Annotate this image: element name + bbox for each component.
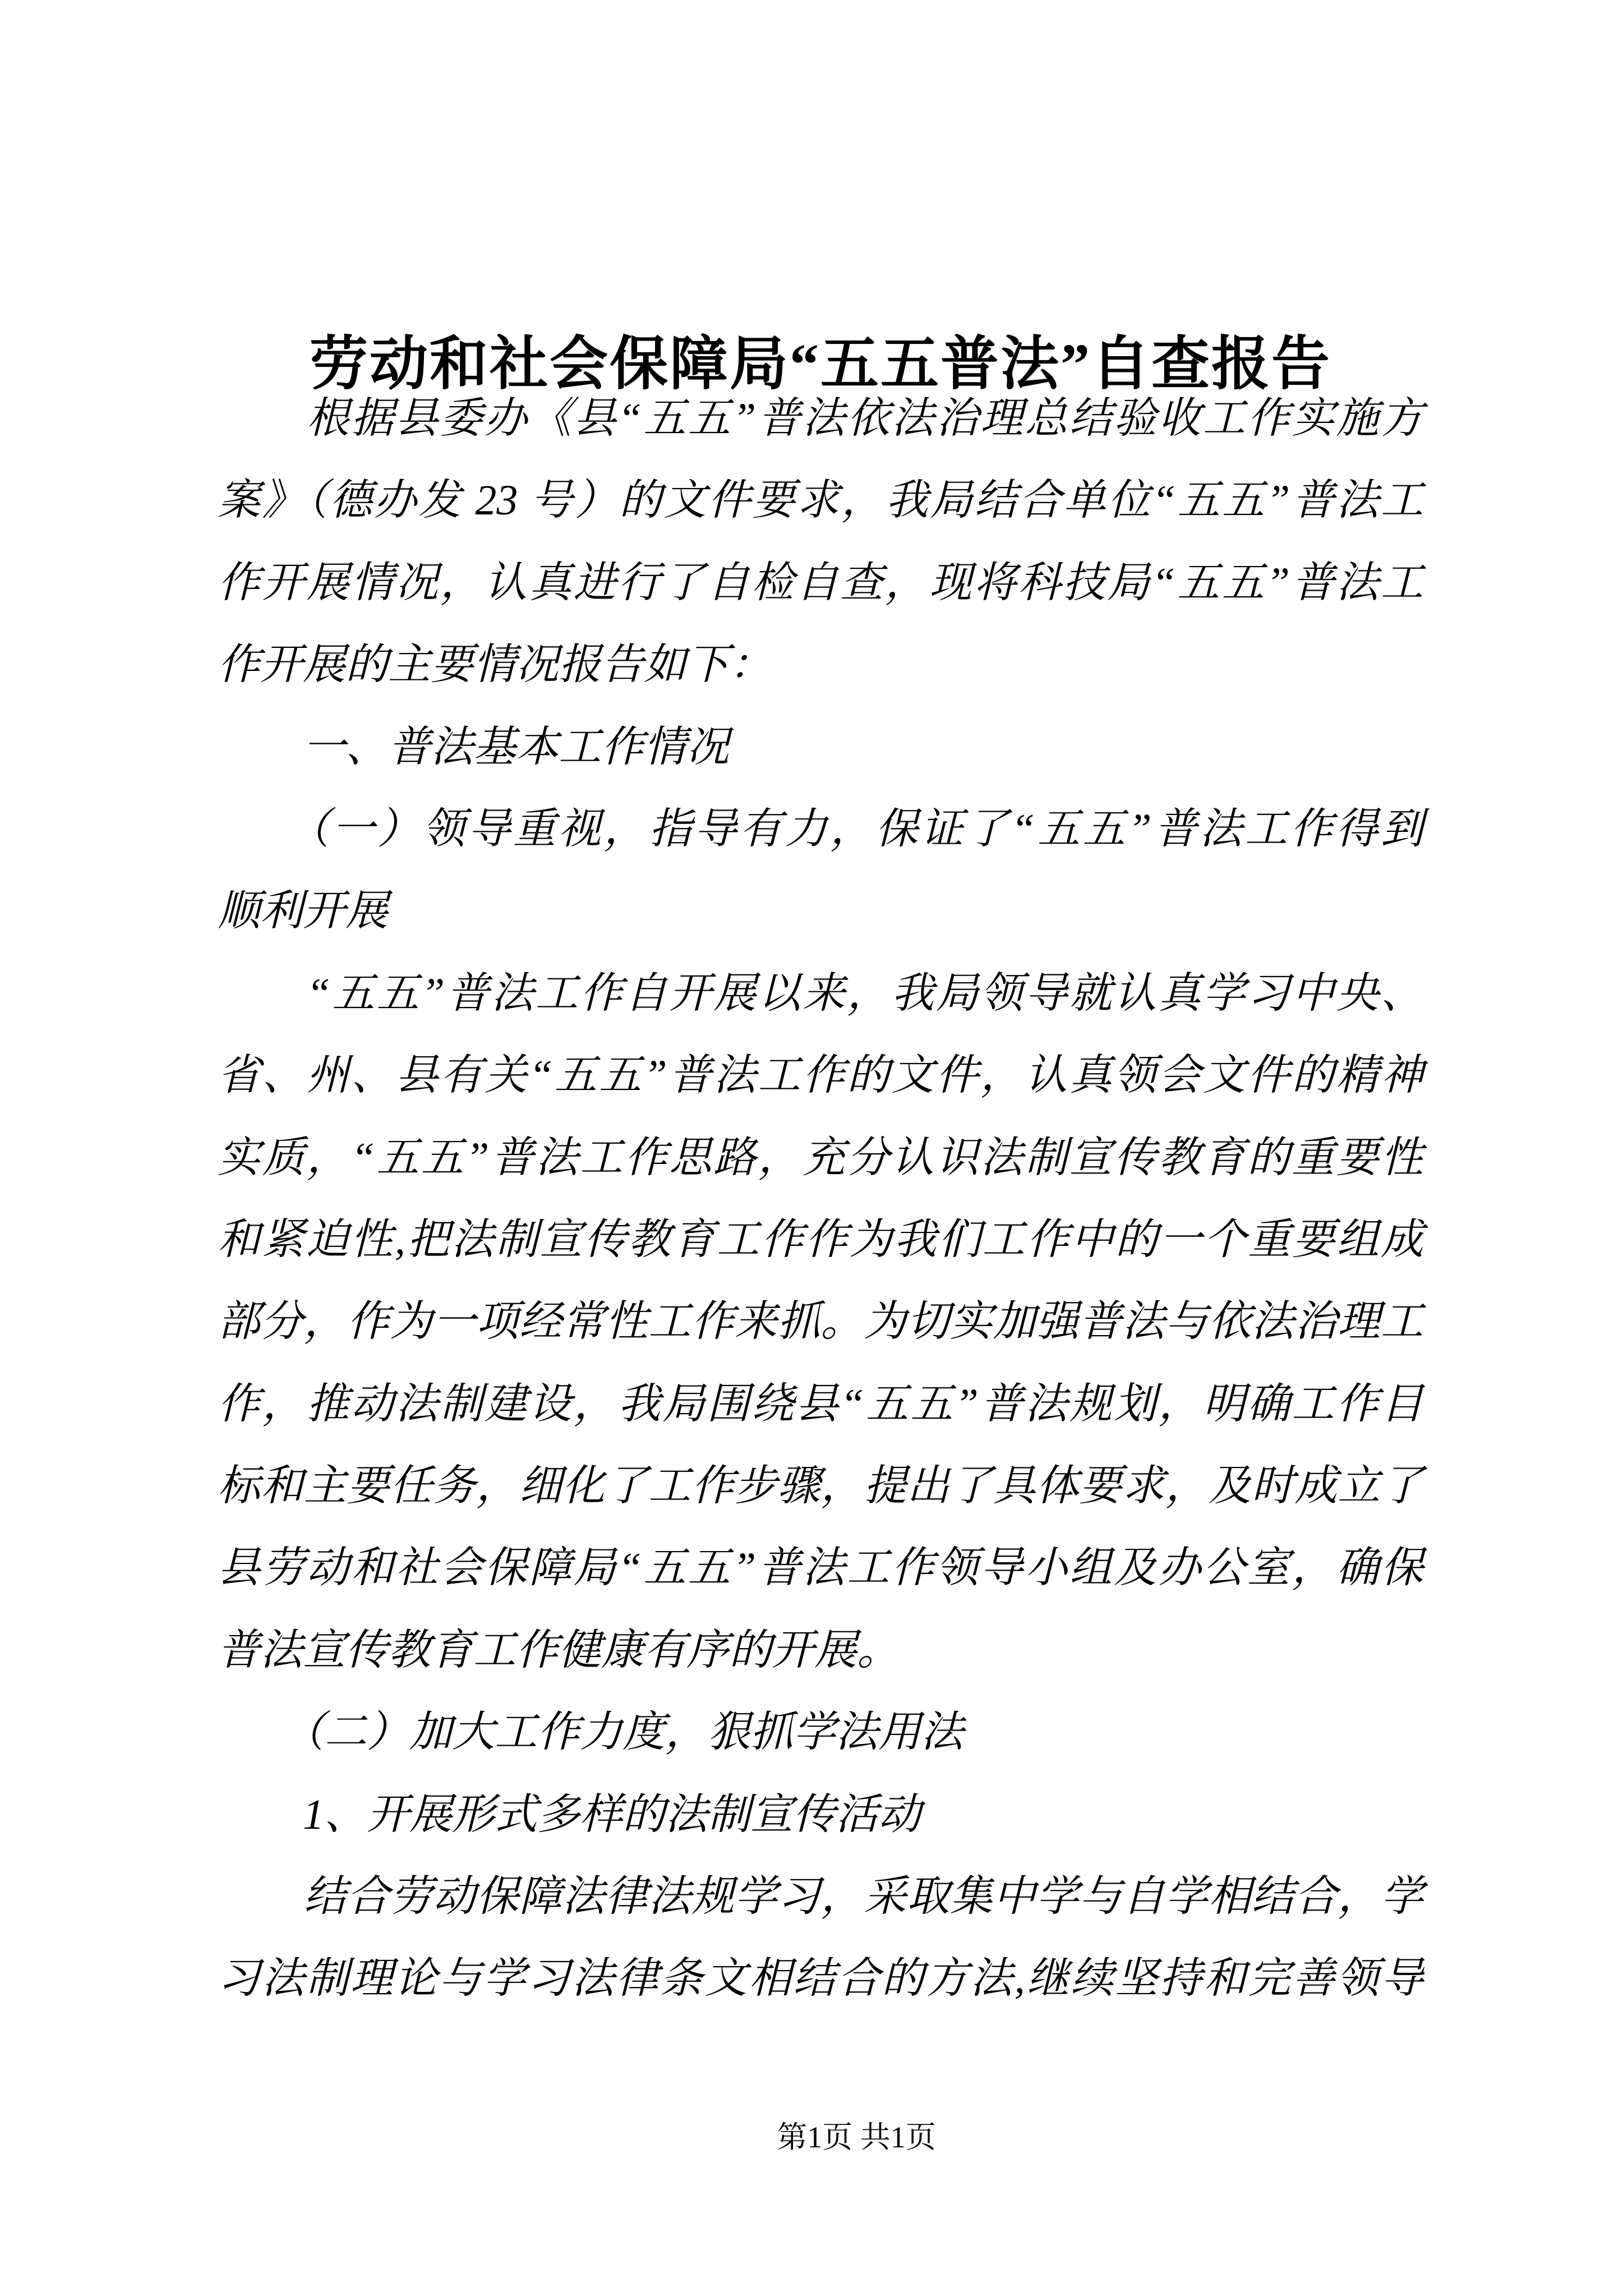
page-number: 第1页 共1页: [777, 2120, 936, 2154]
document-line: 一、普法基本工作情况: [218, 723, 729, 771]
document-line: 案》（德办发 23 号）的文件要求，我局结合单位“五五”普法工: [218, 477, 1423, 524]
document-line: 作开展情况，认真进行了自检自查，现将科技局“五五”普法工: [218, 559, 1423, 606]
page-footer: [253, 2109, 1459, 2165]
document-title: 劳动和社会保障局“五五普法”自查报告: [309, 332, 1331, 397]
document-line: 普法宣传教育工作健康有序的开展。: [218, 1626, 900, 1674]
document-line: 作开展的主要情况报告如下：: [218, 641, 772, 689]
document-line: 1、开展形式多样的法制宣传活动: [218, 1791, 921, 1838]
document-line: 标和主要任务，细化了工作步骤，提出了具体要求，及时成立了: [218, 1462, 1423, 1510]
document-line: 部分，作为一项经常性工作来抓。为切实加强普法与依法治理工: [218, 1298, 1423, 1346]
document-line: 实质，“五五”普法工作思路，充分认识法制宣传教育的重要性: [218, 1134, 1423, 1181]
document-line: 结合劳动保障法律法规学习，采取集中学与自学相结合，学: [218, 1873, 1423, 1921]
document-line: 省、州、县有关“五五”普法工作的文件，认真领会文件的精神: [218, 1052, 1423, 1099]
document-line: 根据县委办《县“五五”普法依法治理总结验收工作实施方: [218, 395, 1423, 442]
document-line: 作，推动法制建设，我局围绕县“五五”普法规划，明确工作目: [218, 1380, 1423, 1428]
document-line: 习法制理论与学习法律条文相结合的方法,继续坚持和完善领导: [218, 1955, 1423, 2003]
document-line: 和紧迫性,把法制宣传教育工作作为我们工作中的一个重要组成: [218, 1216, 1423, 1263]
document-line: 顺利开展: [218, 887, 388, 935]
document-line: （二）加大工作力度，狠抓学法用法: [218, 1709, 963, 1756]
document-line: 县劳动和社会保障局“五五”普法工作领导小组及办公室，确保: [218, 1544, 1423, 1592]
document-line: （一）领导重视，指导有力，保证了“五五”普法工作得到: [218, 805, 1423, 853]
document-body: [218, 378, 1423, 2020]
document-line: “五五”普法工作自开展以来，我局领导就认真学习中央、: [218, 969, 1423, 1017]
